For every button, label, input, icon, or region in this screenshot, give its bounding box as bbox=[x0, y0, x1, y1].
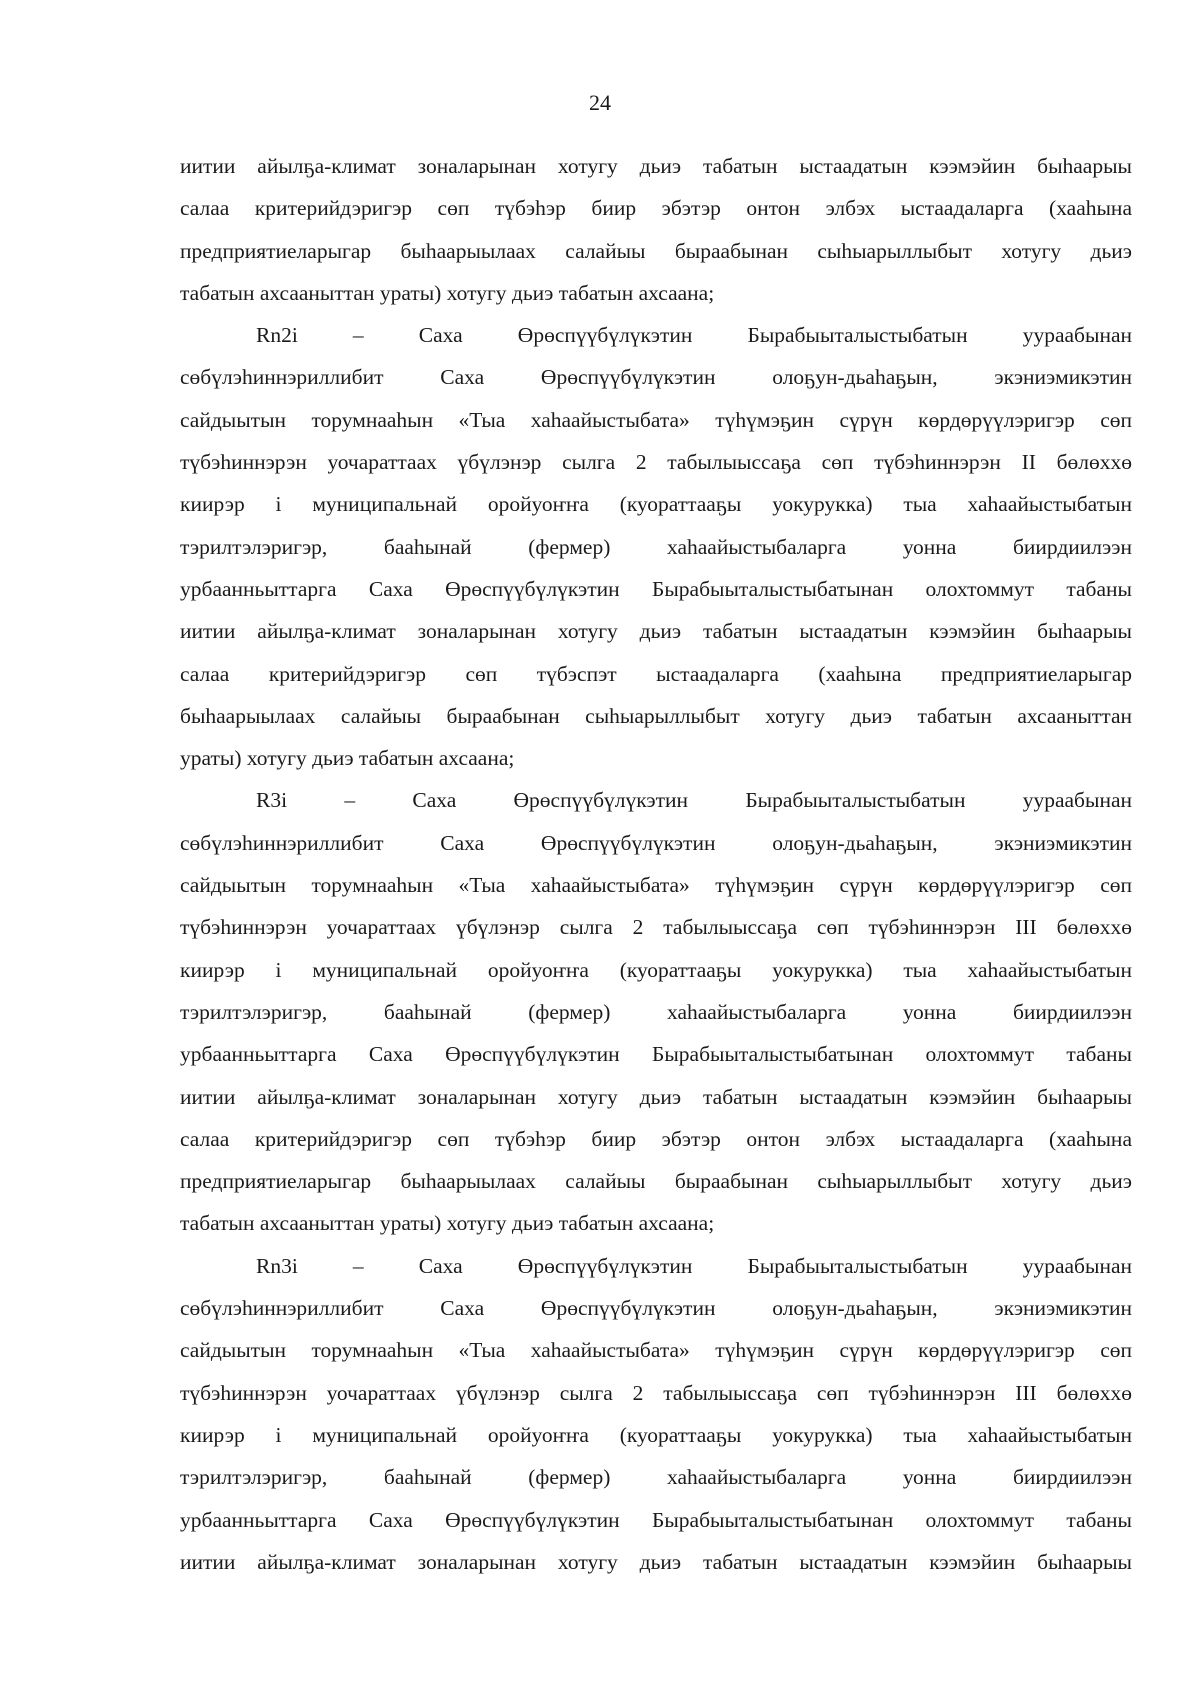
text-line: Rn2i – Саха Өрөспүүбүлүкэтин Бырабыыталыстыбатын уураабынан bbox=[256, 323, 1132, 348]
text-line: R3i – Саха Өрөспүүбүлүкэтин Бырабыыталыстыбатын уураабынан bbox=[256, 788, 1132, 813]
text-line: иитии айылҕа-климат зоналарынан хотугу дьиэ табатын ыстаадатын кээмэйин быһаарыы bbox=[180, 154, 1132, 178]
text-line: иитии айылҕа-климат зоналарынан хотугу дьиэ табатын ыстаадатын кээмэйин быһаарыы bbox=[180, 1549, 1132, 1574]
text-line: салаа критерийдэригэр сөп түбэһэр биир эбэтэр онтон элбэх ыстаадаларга (хааһына bbox=[180, 196, 1132, 221]
text-line: урбаанньыттарга Саха Өрөспүүбүлүкэтин Бырабыыталыстыбатынан олохтоммут табаны bbox=[180, 1042, 1132, 1067]
text-line: урбаанньыттарга Саха Өрөспүүбүлүкэтин Бырабыыталыстыбатынан олохтоммут табаны bbox=[180, 576, 1132, 601]
paragraph bbox=[180, 779, 1132, 1244]
text-line: киирэр i муниципальнай оройуоҥҥа (куораттааҕы уокурукка) тыа хаһаайыстыбатын bbox=[180, 1422, 1132, 1447]
text-line: предприятиеларыгар быһаарыылаах салайыы быраабынан сыһыарыллыбыт хотугу дьиэ bbox=[180, 238, 1132, 263]
text-line: табатын ахсааныттан ураты) хотугу дьиэ табатын ахсаана; bbox=[180, 280, 715, 305]
text-line: түбэһиннэрэн уочараттаах үбүлэнэр сылга 2 табылыыссаҕа сөп түбэһиннэрэн III бөлөххө bbox=[180, 1380, 1132, 1405]
text-line: киирэр i муниципальнай оройуоҥҥа (куораттааҕы уокурукка) тыа хаһаайыстыбатын bbox=[180, 957, 1132, 982]
page-number: 24 bbox=[589, 90, 611, 115]
text-line: тэрилтэлэригэр, бааһынай (фермер) хаһаайыстыбаларга уонна биирдиилээн bbox=[180, 534, 1132, 559]
document-body bbox=[180, 145, 1132, 1583]
text-line: иитии айылҕа-климат зоналарынан хотугу дьиэ табатын ыстаадатын кээмэйин быһаарыы bbox=[180, 619, 1132, 644]
text-line: сөбүлэһиннэриллибит Саха Өрөспүүбүлүкэтин олоҕун-дьаһаҕын, экэниэмикэтин bbox=[180, 365, 1132, 390]
text-line: киирэр i муниципальнай оройуоҥҥа (куораттааҕы уокурукка) тыа хаһаайыстыбатын bbox=[180, 492, 1132, 517]
text-line: быһаарыылаах салайыы быраабынан сыһыарыллыбыт хотугу дьиэ табатын ахсааныттан bbox=[180, 703, 1132, 728]
text-line: сөбүлэһиннэриллибит Саха Өрөспүүбүлүкэтин олоҕун-дьаһаҕын, экэниэмикэтин bbox=[180, 1296, 1132, 1321]
text-line: ураты) хотугу дьиэ табатын ахсаана; bbox=[180, 746, 515, 771]
text-line: иитии айылҕа-климат зоналарынан хотугу дьиэ табатын ыстаадатын кээмэйин быһаарыы bbox=[180, 1084, 1132, 1109]
text-line: сайдыытын торумнааһын «Тыа хаһаайыстыбата» түһүмэҕин сүрүн көрдөрүүлэригэр сөп bbox=[180, 407, 1132, 432]
text-line: сайдыытын торумнааһын «Тыа хаһаайыстыбата» түһүмэҕин сүрүн көрдөрүүлэригэр сөп bbox=[180, 873, 1132, 898]
text-line: түбэһиннэрэн уочараттаах үбүлэнэр сылга 2 табылыыссаҕа сөп түбэһиннэрэн III бөлөххө bbox=[180, 915, 1132, 940]
text-line: салаа критерийдэригэр сөп түбэһэр биир эбэтэр онтон элбэх ыстаадаларга (хааһына bbox=[180, 1126, 1132, 1151]
text-line: тэрилтэлэригэр, бааһынай (фермер) хаһаайыстыбаларга уонна биирдиилээн bbox=[180, 1465, 1132, 1490]
paragraph bbox=[180, 314, 1132, 779]
text-line: тэрилтэлэригэр, бааһынай (фермер) хаһаайыстыбаларга уонна биирдиилээн bbox=[180, 999, 1132, 1024]
paragraph bbox=[180, 1245, 1132, 1583]
text-line: түбэһиннэрэн уочараттаах үбүлэнэр сылга 2 табылыыссаҕа сөп түбэһиннэрэн II бөлөххө bbox=[180, 450, 1132, 475]
text-line: предприятиеларыгар быһаарыылаах салайыы быраабынан сыһыарыллыбыт хотугу дьиэ bbox=[180, 1169, 1132, 1194]
paragraph bbox=[180, 145, 1132, 314]
text-line: сөбүлэһиннэриллибит Саха Өрөспүүбүлүкэтин олоҕун-дьаһаҕын, экэниэмикэтин bbox=[180, 830, 1132, 855]
text-line: урбаанньыттарга Саха Өрөспүүбүлүкэтин Бырабыыталыстыбатынан олохтоммут табаны bbox=[180, 1507, 1132, 1532]
text-line: табатын ахсааныттан ураты) хотугу дьиэ табатын ахсаана; bbox=[180, 1211, 715, 1236]
text-line: сайдыытын торумнааһын «Тыа хаһаайыстыбата» түһүмэҕин сүрүн көрдөрүүлэригэр сөп bbox=[180, 1338, 1132, 1363]
text-line: Rn3i – Саха Өрөспүүбүлүкэтин Бырабыыталыстыбатын уураабынан bbox=[256, 1253, 1132, 1278]
text-line: салаа критерийдэригэр сөп түбэспэт ыстаадаларга (хааһына предприятиеларыгар bbox=[180, 661, 1132, 686]
